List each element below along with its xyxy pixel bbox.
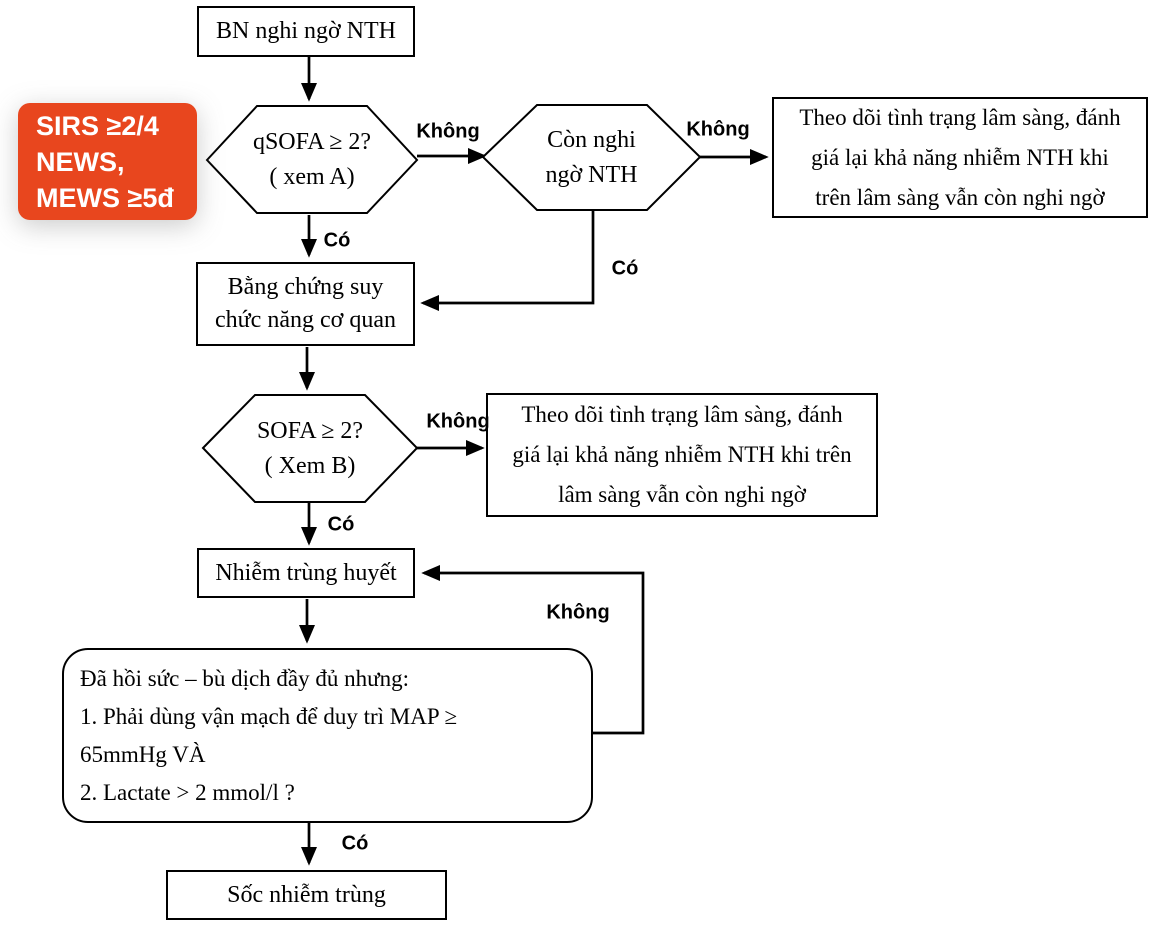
node-text-line: qSOFA ≥ 2? <box>252 128 372 155</box>
edge-label-no-qsofa: Không <box>416 120 480 143</box>
node-text-line: Đã hồi sức – bù dịch đầy đủ nhưng: <box>80 665 409 691</box>
suspect-decision <box>483 105 700 210</box>
node-text-line: lâm sàng vẫn còn nghi ngờ <box>558 482 806 507</box>
node-text-line: ngờ NTH <box>545 161 638 188</box>
start-box <box>197 6 415 57</box>
qsofa-decision <box>207 106 417 213</box>
edge-label-no-criteria: Không <box>546 601 610 624</box>
node-text-line: ( xem A) <box>269 163 355 190</box>
sirs-news-mews-badge <box>18 103 197 220</box>
badge-line: NEWS, <box>36 146 125 177</box>
edge-label-yes-sofa: Có <box>327 513 355 536</box>
node-text-line: Theo dõi tình trạng lâm sàng, đánh <box>521 402 843 427</box>
sepsis-box <box>197 548 415 598</box>
monitor-box-2 <box>486 393 878 517</box>
node-text-line: giá lại khả năng nhiễm NTH khi trên <box>512 442 852 467</box>
edge-label-no-sofa: Không <box>426 410 490 433</box>
edge-label-yes-criteria: Có <box>341 832 369 855</box>
node-text-line: giá lại khả năng nhiễm NTH khi <box>811 144 1109 170</box>
node-text: BN nghi ngờ NTH <box>215 18 397 44</box>
organ-dysfunction-box <box>196 262 415 346</box>
node-text-line: 65mmHg VÀ <box>80 741 206 767</box>
septic-shock-box <box>166 870 447 920</box>
edge-label-yes-suspect: Có <box>611 257 639 280</box>
node-text-line: chức năng cơ quan <box>215 307 396 333</box>
monitor-box-1 <box>772 97 1148 218</box>
badge-line: SIRS ≥2/4 <box>36 110 159 141</box>
node-text-line: Theo dõi tình trạng lâm sàng, đánh <box>799 104 1121 130</box>
badge-line: MEWS ≥5đ <box>36 182 174 213</box>
sofa-decision <box>203 395 417 502</box>
node-text: Nhiễm trùng huyết <box>215 559 397 586</box>
node-text-line: Bằng chứng suy <box>227 274 384 300</box>
node-text-line: 1. Phải dùng vận mạch để duy trì MAP ≥ <box>80 703 458 729</box>
arrow-suspect-to-organ <box>423 211 593 303</box>
node-text-line: Còn nghi <box>547 126 636 153</box>
node-text-line: 2. Lactate > 2 mmol/l ? <box>80 779 295 805</box>
septic-shock-criteria-box <box>62 648 593 823</box>
edge-label-no-suspect: Không <box>686 118 750 141</box>
edge-label-yes-qsofa: Có <box>323 229 351 252</box>
node-text-line: trên lâm sàng vẫn còn nghi ngờ <box>815 184 1105 210</box>
node-text-line: ( Xem B) <box>264 452 356 479</box>
node-text-line: SOFA ≥ 2? <box>256 417 364 444</box>
node-text: Sốc nhiễm trùng <box>227 881 386 908</box>
